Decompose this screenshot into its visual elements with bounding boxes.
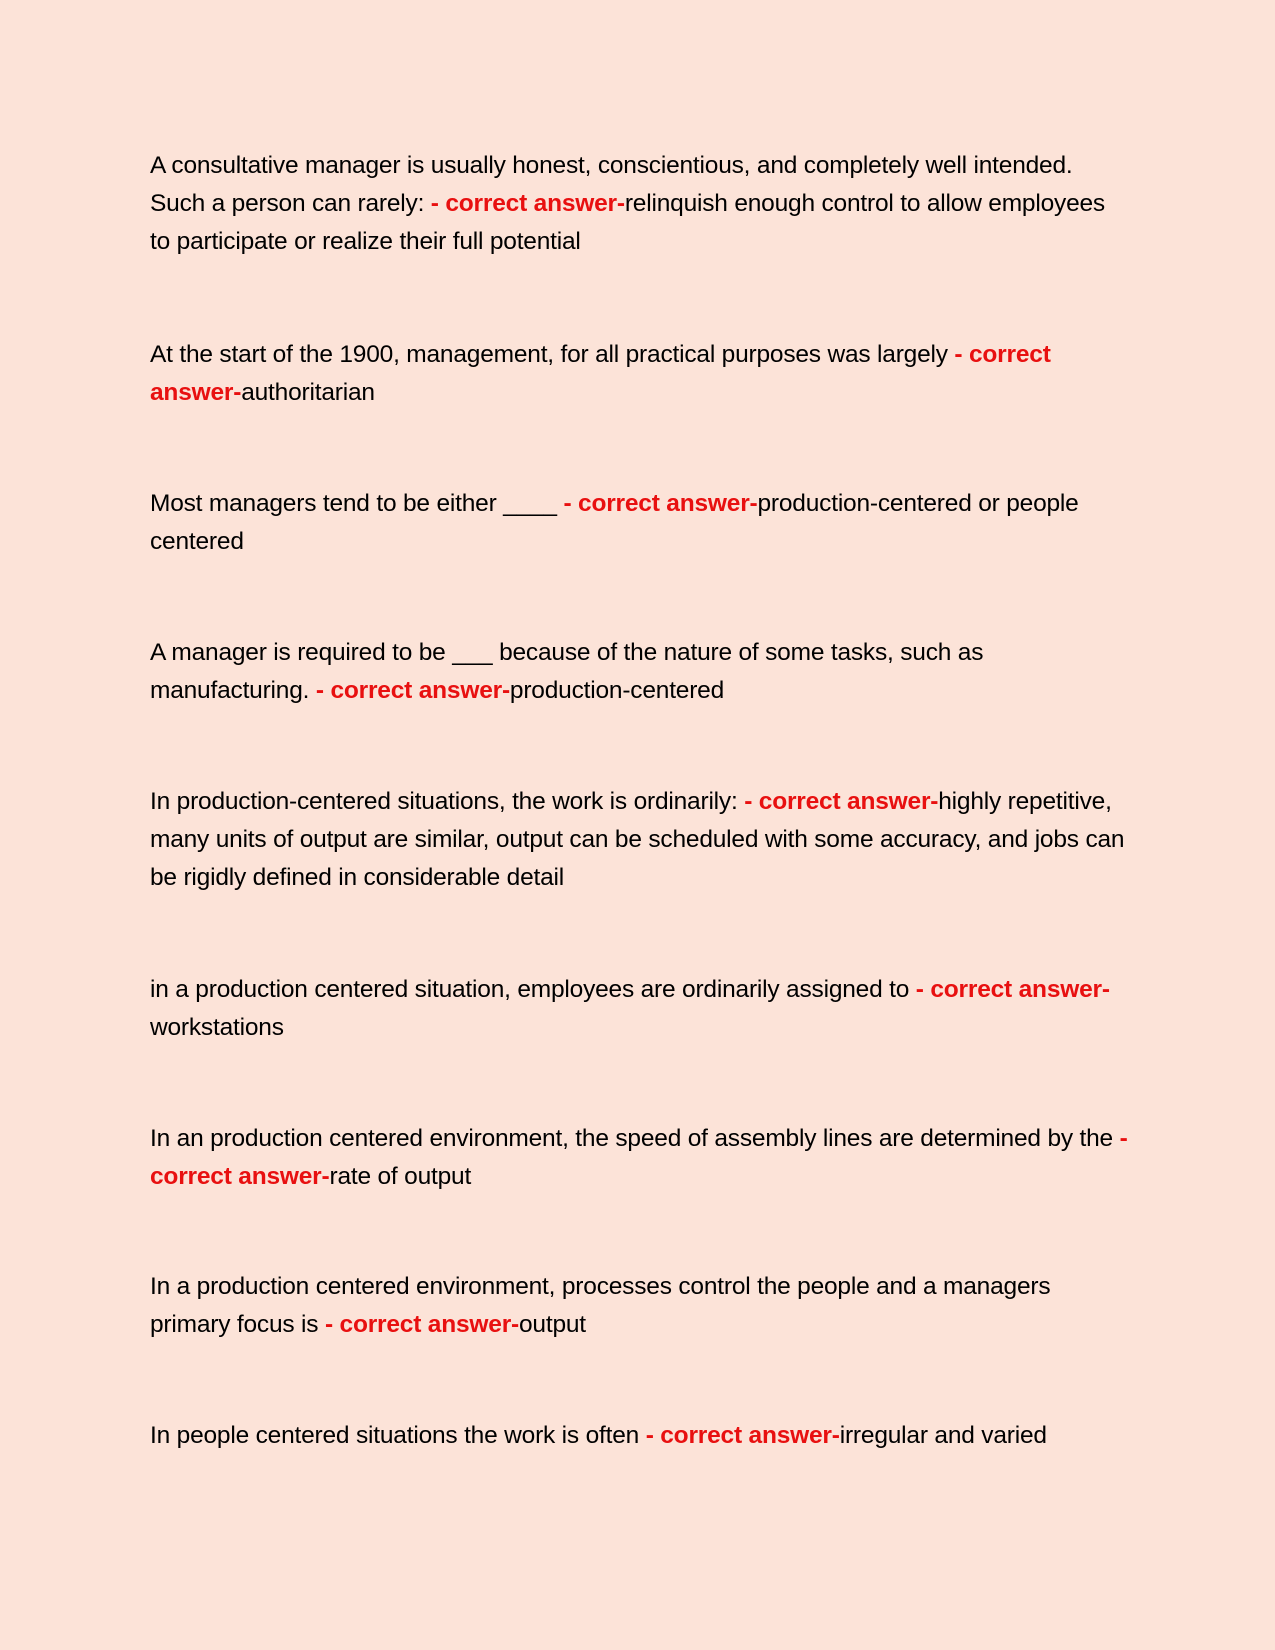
- correct-answer-marker: - correct answer-: [430, 190, 625, 217]
- answer-text: authoritarian: [241, 379, 375, 406]
- question-text: Most managers tend to be either ____: [150, 490, 564, 517]
- answer-text: irregular and varied: [839, 1422, 1047, 1449]
- qa-item: [150, 1268, 1130, 1344]
- answer-text: production-centered or people centered: [150, 490, 1079, 555]
- question-text: In a production centered environment, processes control the people and a managers primary focus is: [150, 1273, 1051, 1338]
- answer-text: relinquish enough control to allow employees to participate or realize their full potential: [150, 190, 1105, 255]
- question-text: A consultative manager is usually honest, conscientious, and completely well intended. Such a person can rarely:: [150, 152, 1073, 217]
- qa-item: [150, 783, 1130, 897]
- question-text: In an production centered environment, the speed of assembly lines are determined by the: [150, 1125, 1120, 1152]
- qa-item: [150, 1120, 1130, 1196]
- correct-answer-marker: - correct answer-: [563, 490, 758, 517]
- correct-answer-marker: - correct answer-: [324, 1311, 519, 1338]
- correct-answer-marker: - correct answer-: [645, 1422, 840, 1449]
- question-text: In people centered situations the work is often: [150, 1422, 646, 1449]
- answer-text: highly repetitive, many units of output are similar, output can be scheduled with some accuracy, and jobs can be rigidly defined in considerable detail: [150, 788, 1125, 891]
- question-text: In production-centered situations, the work is ordinarily:: [150, 788, 745, 815]
- correct-answer-marker: - correct answer-: [915, 976, 1110, 1003]
- answer-text: workstations: [150, 1014, 284, 1041]
- question-text: At the start of the 1900, management, for all practical purposes was largely: [150, 341, 955, 368]
- qa-item: [150, 1417, 1130, 1455]
- correct-answer-marker: - correct answer-: [744, 788, 939, 815]
- qa-item: [150, 634, 1130, 710]
- qa-item: [150, 336, 1130, 412]
- qa-item: [150, 971, 1130, 1047]
- qa-item: [150, 147, 1130, 261]
- question-text: A manager is required to be ___ because of the nature of some tasks, such as manufacturing.: [150, 639, 984, 704]
- answer-text: output: [519, 1311, 586, 1338]
- qa-item: [150, 485, 1130, 561]
- correct-answer-marker: - correct answer-: [150, 341, 1051, 406]
- correct-answer-marker: - correct answer-: [150, 1125, 1128, 1190]
- answer-text: rate of output: [329, 1163, 472, 1190]
- question-text: in a production centered situation, employees are ordinarily assigned to: [150, 976, 916, 1003]
- answer-text: production-centered: [509, 677, 725, 704]
- correct-answer-marker: - correct answer-: [315, 677, 510, 704]
